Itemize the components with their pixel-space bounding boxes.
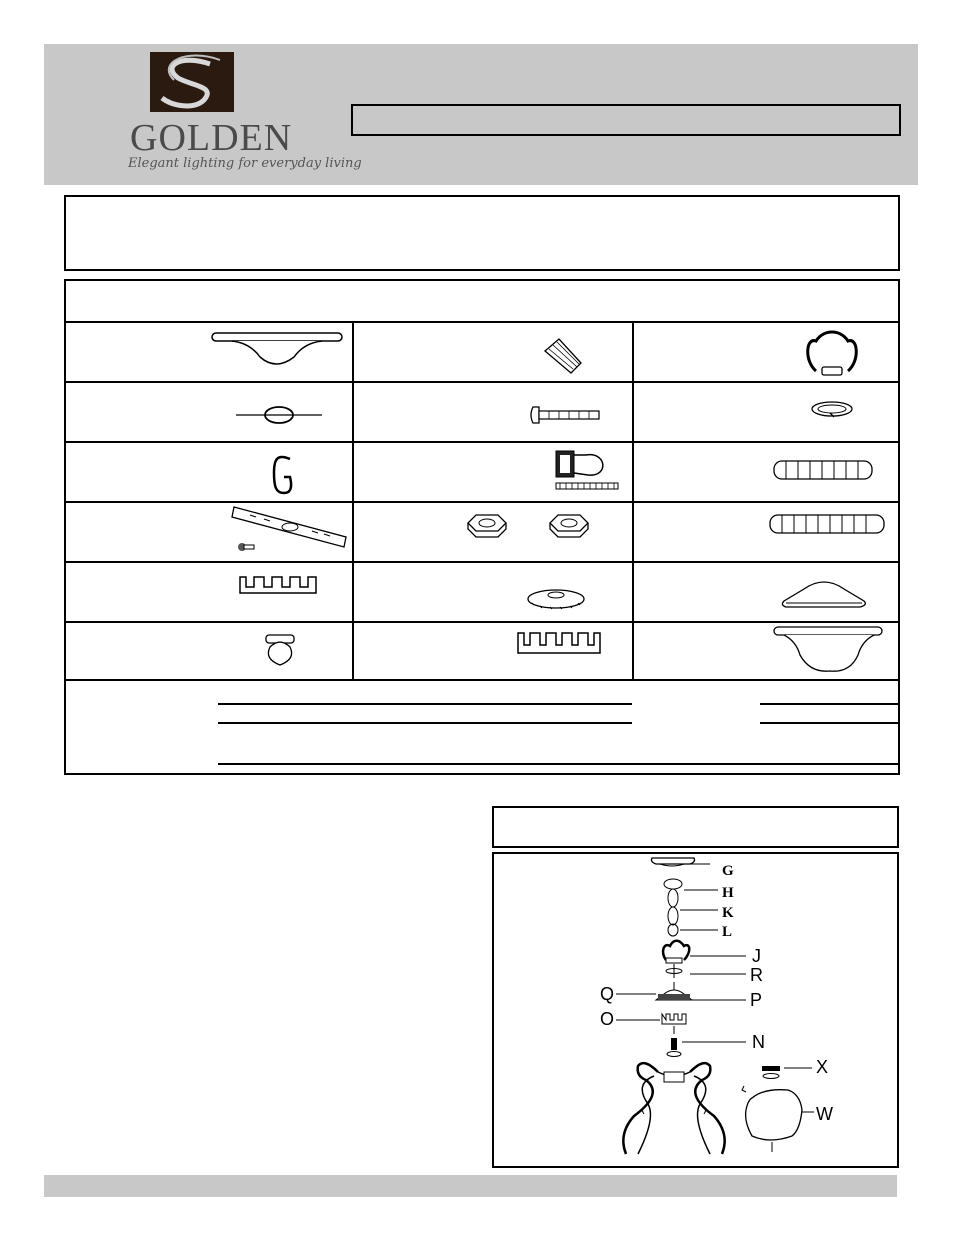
part-body-cap <box>634 563 898 623</box>
hex-nuts-icon <box>464 511 634 551</box>
footer-line-3 <box>218 722 632 724</box>
screw-icon <box>529 401 609 431</box>
header-band <box>44 44 918 185</box>
washer-icon <box>524 577 594 617</box>
part-crown-collar <box>66 563 354 623</box>
footer-line-2 <box>760 703 898 705</box>
part-canopy <box>66 323 354 383</box>
socket-icon <box>554 447 624 497</box>
diagram-title-box <box>492 806 899 848</box>
footer-line-5 <box>218 763 898 765</box>
brand-logo <box>84 52 362 177</box>
label-R: R <box>750 965 763 985</box>
parts-table-heading <box>66 281 898 323</box>
footer-line-1 <box>218 703 632 705</box>
footer-bar <box>44 1175 897 1197</box>
part-washer <box>354 563 634 623</box>
part-crown-collar-large <box>354 623 634 681</box>
label-O: O <box>600 1009 615 1029</box>
label-G: G <box>722 863 734 879</box>
notice-box <box>64 195 900 271</box>
part-finial <box>66 623 354 681</box>
product-title-box <box>351 104 901 136</box>
body-cap-icon <box>776 573 876 613</box>
parts-table <box>64 279 900 775</box>
part-glass-shade <box>634 623 898 681</box>
label-Q: Q <box>600 984 615 1004</box>
threaded-pipe-long-icon <box>766 511 890 541</box>
s-hook-icon <box>270 453 300 497</box>
part-hex-nuts <box>354 503 634 563</box>
finial-icon <box>262 633 302 677</box>
loop-icon <box>802 327 862 379</box>
parts-table-footer <box>66 681 898 773</box>
label-P: P <box>750 990 763 1010</box>
part-wire-connector <box>354 323 634 383</box>
glass-shade-icon <box>770 623 890 679</box>
canopy-icon <box>210 327 350 377</box>
assembly-diagram <box>492 852 899 1168</box>
brand-name: GOLDEN <box>130 117 293 159</box>
label-N: N <box>752 1032 765 1052</box>
threaded-pipe-short-icon <box>770 457 880 487</box>
part-threaded-pipe-short <box>634 443 898 503</box>
part-crossbar <box>66 503 354 563</box>
crossbar-icon <box>220 503 350 563</box>
label-H: H <box>722 885 734 901</box>
chain-link-icon <box>234 401 334 431</box>
crown-collar-icon <box>238 573 322 603</box>
label-W: W <box>816 1104 833 1124</box>
crown-collar-large-icon <box>516 629 606 659</box>
label-J: J <box>752 946 761 966</box>
label-X: X <box>816 1057 829 1077</box>
part-threaded-pipe-long <box>634 503 898 563</box>
part-lock-washer <box>634 383 898 443</box>
label-K: K <box>722 905 734 921</box>
part-socket <box>354 443 634 503</box>
part-loop <box>634 323 898 383</box>
brand-tagline: Elegant lighting for everyday living <box>128 156 362 171</box>
footer-line-4 <box>760 722 898 724</box>
logo-mark-icon <box>150 52 234 114</box>
assembly-diagram-drawing <box>494 854 897 1166</box>
label-L: L <box>722 924 733 940</box>
part-screw <box>354 383 634 443</box>
wire-connector-icon <box>539 329 599 379</box>
lock-washer-icon <box>808 397 858 427</box>
part-chain-link <box>66 383 354 443</box>
part-s-hook <box>66 443 354 503</box>
